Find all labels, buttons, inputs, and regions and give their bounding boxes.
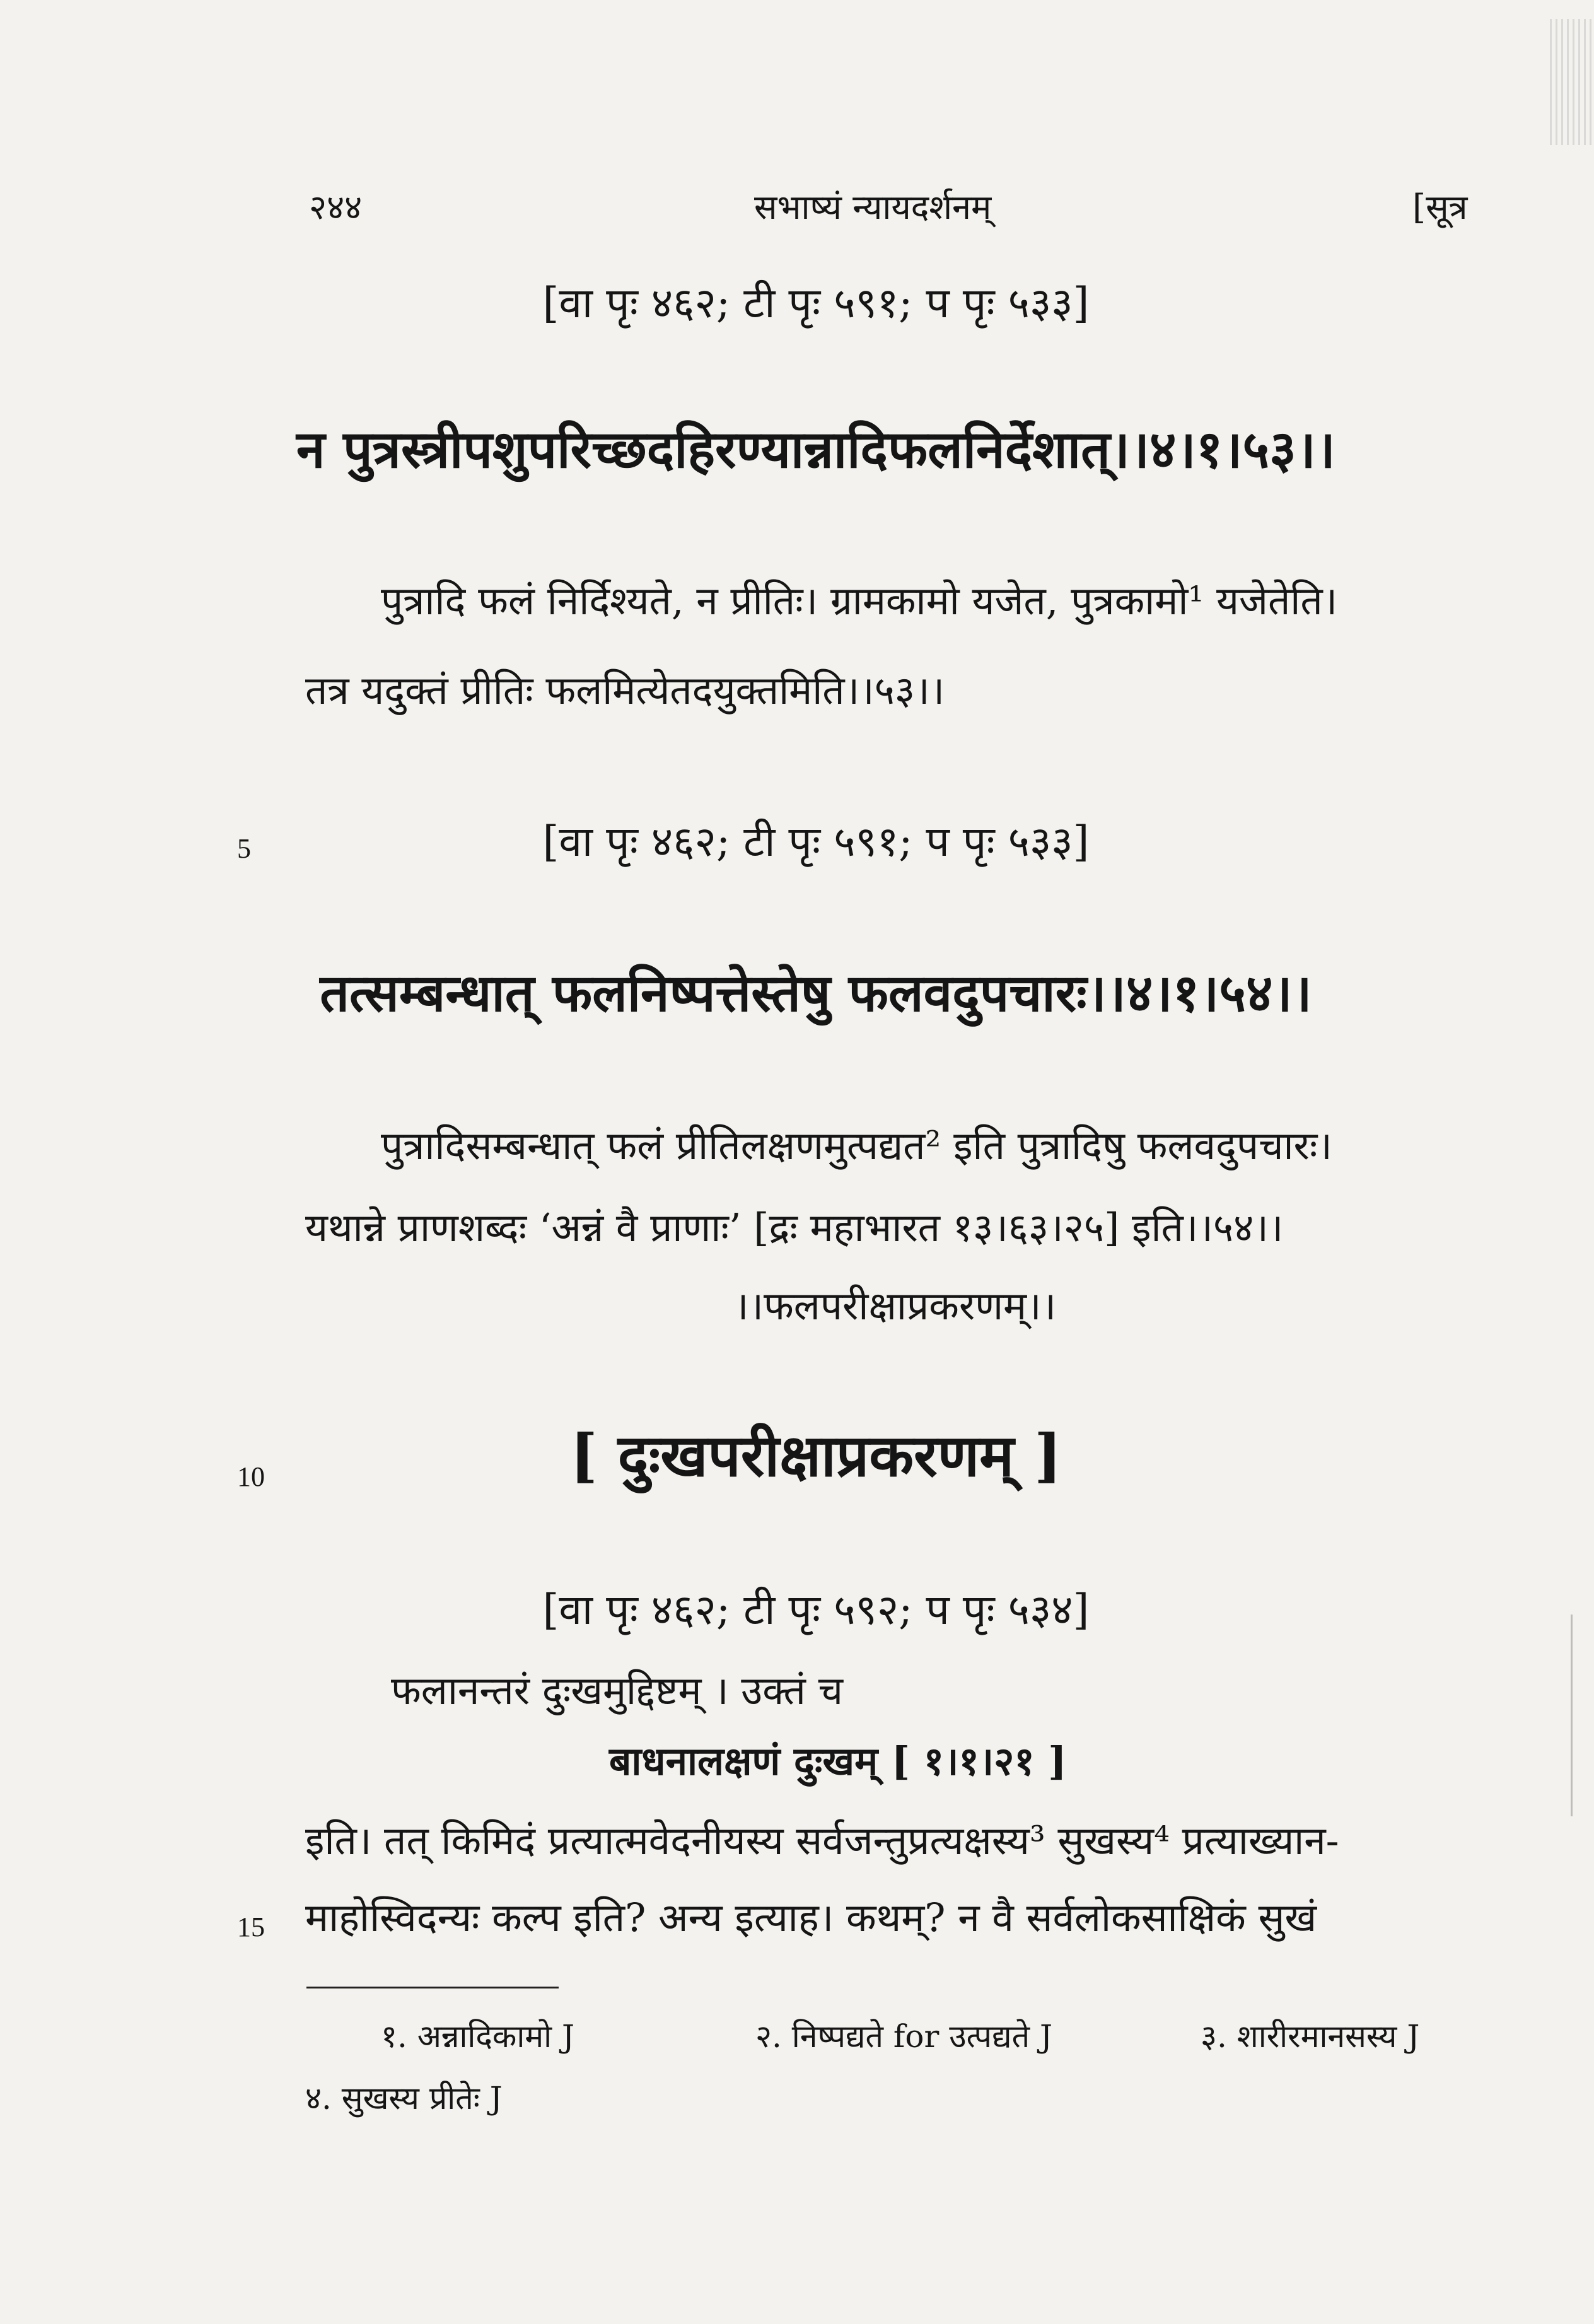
bhashya-line: तत्र यदुक्तं प्रीतिः फलमित्येतदयुक्तमिति।।५३।। xyxy=(305,667,945,713)
bhashya-line: यथान्ने प्राणशब्दः ‘अन्नं वै प्राणाः’ [द्रः महाभारत १३।६३।२५] इति।।५४।। xyxy=(305,1205,1284,1251)
reference-line: [वा पृः ४६२; टी पृः ५९१; प पृः ५३३] xyxy=(542,817,1090,866)
prakarana-end: ।।फलपरीक्षाप्रकरणम्।। xyxy=(734,1283,1057,1329)
footnote-4: ४. सुखस्य प्रीतेः J xyxy=(305,2080,503,2117)
reference-line: [वा पृः ४६२; टी पृः ५९१; प पृः ५३३] xyxy=(542,279,1090,327)
reference-line: [वा पृः ४६२; टी पृः ५९२; प पृः ५३४] xyxy=(542,1585,1090,1634)
footnote-2: २. निष्पद्यते for उत्पद्यते J xyxy=(755,2018,1053,2055)
running-section: [सूत्र xyxy=(1412,187,1468,227)
footnote-1: १. अन्नादिकामो J xyxy=(381,2018,575,2055)
body-line: माहोस्विदन्यः कल्प इति? अन्य इत्याह। कथम्? न वै सर्वलोकसाक्षिकं सुखं xyxy=(305,1895,1317,1941)
duhkha-quote: बाधनालक्षणं दुःखम् [ १।१।२१ ] xyxy=(609,1738,1067,1784)
sutra-54: तत्सम्बन्धात् फलनिष्पत्तेस्तेषु फलवदुपचारः।।४।१।५४।। xyxy=(320,963,1312,1024)
scan-edge-line xyxy=(1571,1615,1573,1816)
bhashya-line: पुत्रादि फलं निर्दिश्यते, न प्रीतिः। ग्रामकामो यजेत, पुत्रकामो¹ यजेतेति। xyxy=(381,578,1338,624)
page-number: २४४ xyxy=(309,187,363,227)
duhkha-intro: फलानन्तरं दुःखमुद्दिष्टम् । उक्तं च xyxy=(391,1667,843,1714)
body-line: इति। तत् किमिदं प्रत्यात्मवेदनीयस्य सर्वजन्तुप्रत्यक्षस्य³ सुखस्य⁴ प्रत्याख्यान- xyxy=(305,1818,1339,1864)
line-number: 15 xyxy=(237,1912,265,1942)
line-number: 10 xyxy=(237,1461,265,1492)
footnote-rule xyxy=(306,1987,559,1988)
bhashya-line: पुत्रादिसम्बन्धात् फलं प्रीतिलक्षणमुत्पद्यत² इति पुत्रादिषु फलवदुपचारः। xyxy=(381,1123,1332,1169)
line-number: 5 xyxy=(237,833,251,864)
sutra-53: न पुत्रस्त्रीपशुपरिच्छदहिरण्यान्नादिफलनिर्देशात्।।४।१।५३।। xyxy=(296,419,1335,480)
footnote-3: ३. शारीरमानसस्य J xyxy=(1201,2018,1420,2055)
scan-edge-noise xyxy=(1550,19,1594,145)
running-title: सभाष्यं न्यायदर्शनम् xyxy=(754,187,992,227)
section-title: [ दुःखपरीक्षाप्रकरणम् ] xyxy=(570,1422,1062,1490)
